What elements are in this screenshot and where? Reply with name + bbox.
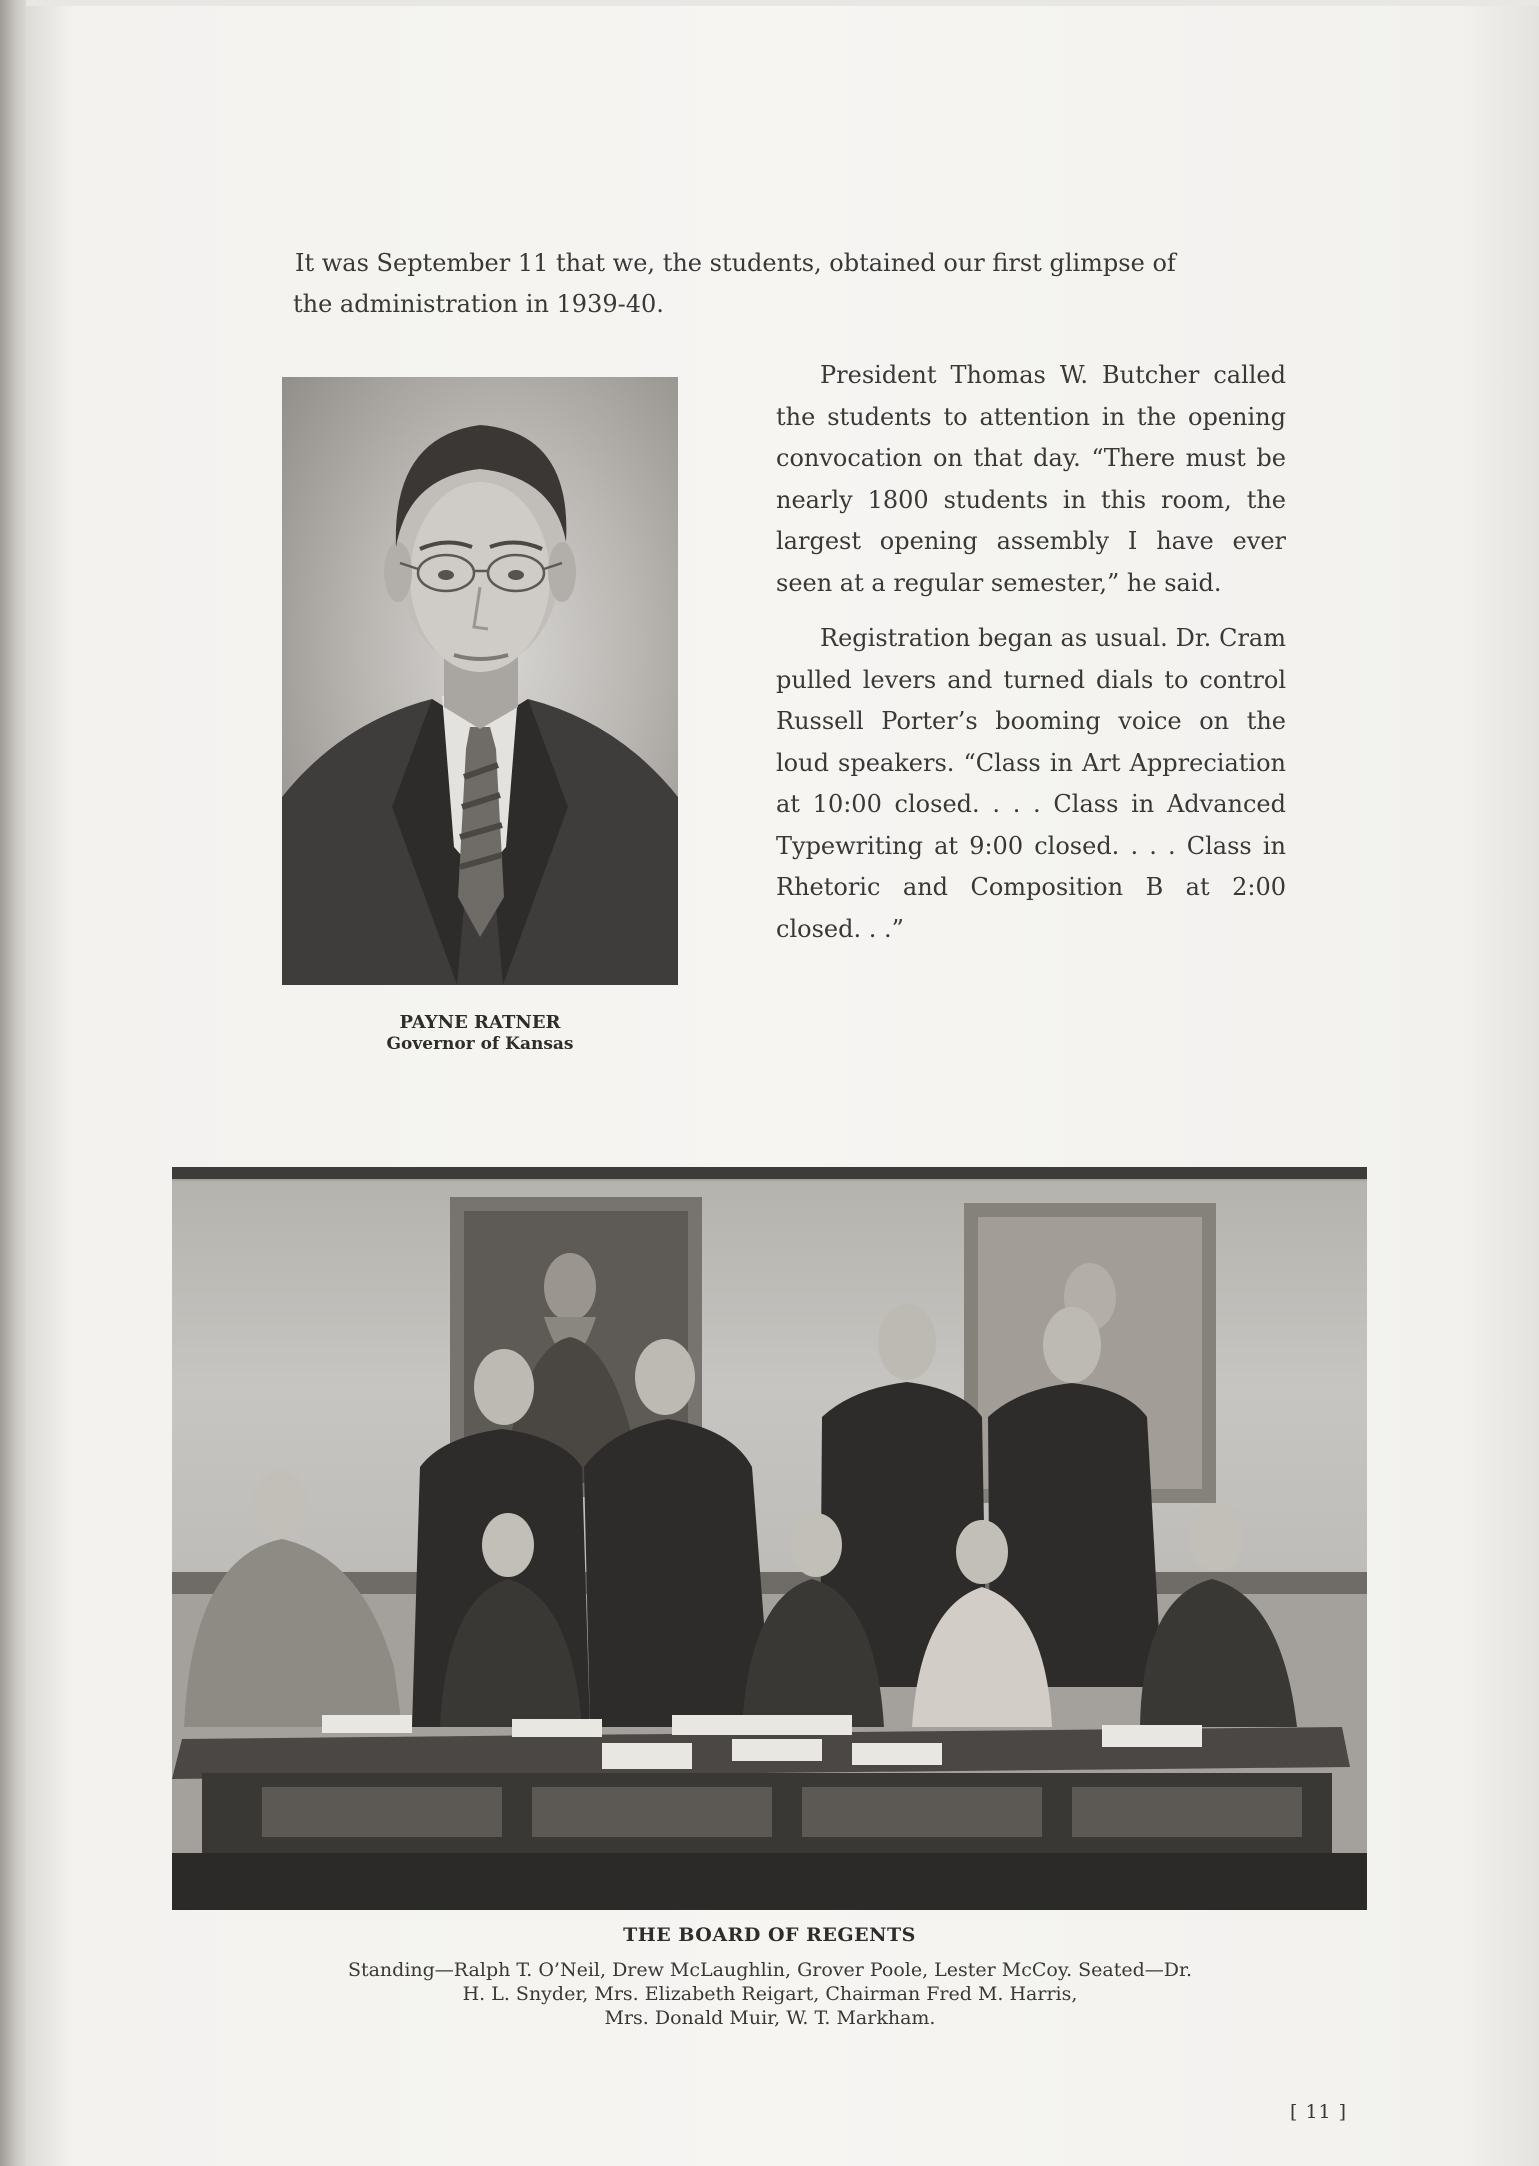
paragraph-registration: Registration began as usual. Dr. Cram pulled levers and turned dials to control Russell Porter’s booming voice on the loud speakers. “Class in Art Appreciation at 10:00 closed. . . . Class in Advanced Typewriting at 9:00 closed. . . . Class in Rhetoric and Composition B at 2:00 closed. . .” — [776, 624, 1286, 943]
portrait-photo — [282, 377, 678, 985]
portrait-caption-name: PAYNE RATNER — [399, 1012, 561, 1033]
intro-text — [295, 243, 1295, 325]
page-number: [ 11 ] — [1290, 2101, 1348, 2123]
group-caption-line-3: Mrs. Donald Muir, W. T. Markham. — [604, 2007, 936, 2029]
portrait-caption-title: Governor of Kansas — [386, 1034, 574, 1054]
group-caption-title: THE BOARD OF REGENTS — [623, 1924, 916, 1946]
portrait-illustration — [282, 377, 678, 985]
group-caption-names — [230, 1958, 1310, 2030]
intro-line-1: It was September 11 that we, the students, obtained our first glimpse of — [295, 249, 1176, 277]
board-of-regents-photo — [172, 1167, 1367, 1910]
paragraph-convocation: President Thomas W. Butcher called the students to attention in the opening convocation on that day. “There must be nearly 1800 students in this room, the largest opening assembly I have ever seen at a regular semester,” he said. — [776, 361, 1286, 597]
intro-line-2: the administration in 1939-40. — [293, 290, 664, 318]
body-column — [776, 355, 1286, 964]
group-photo-illustration — [172, 1167, 1367, 1910]
group-caption-line-2: H. L. Snyder, Mrs. Elizabeth Reigart, Chairman Fred M. Harris, — [462, 1983, 1078, 2005]
book-spine-shadow — [0, 0, 26, 2166]
group-caption-line-1: Standing—Ralph T. O’Neil, Drew McLaughlin, Grover Poole, Lester McCoy. Seated—Dr. — [347, 1959, 1193, 1981]
